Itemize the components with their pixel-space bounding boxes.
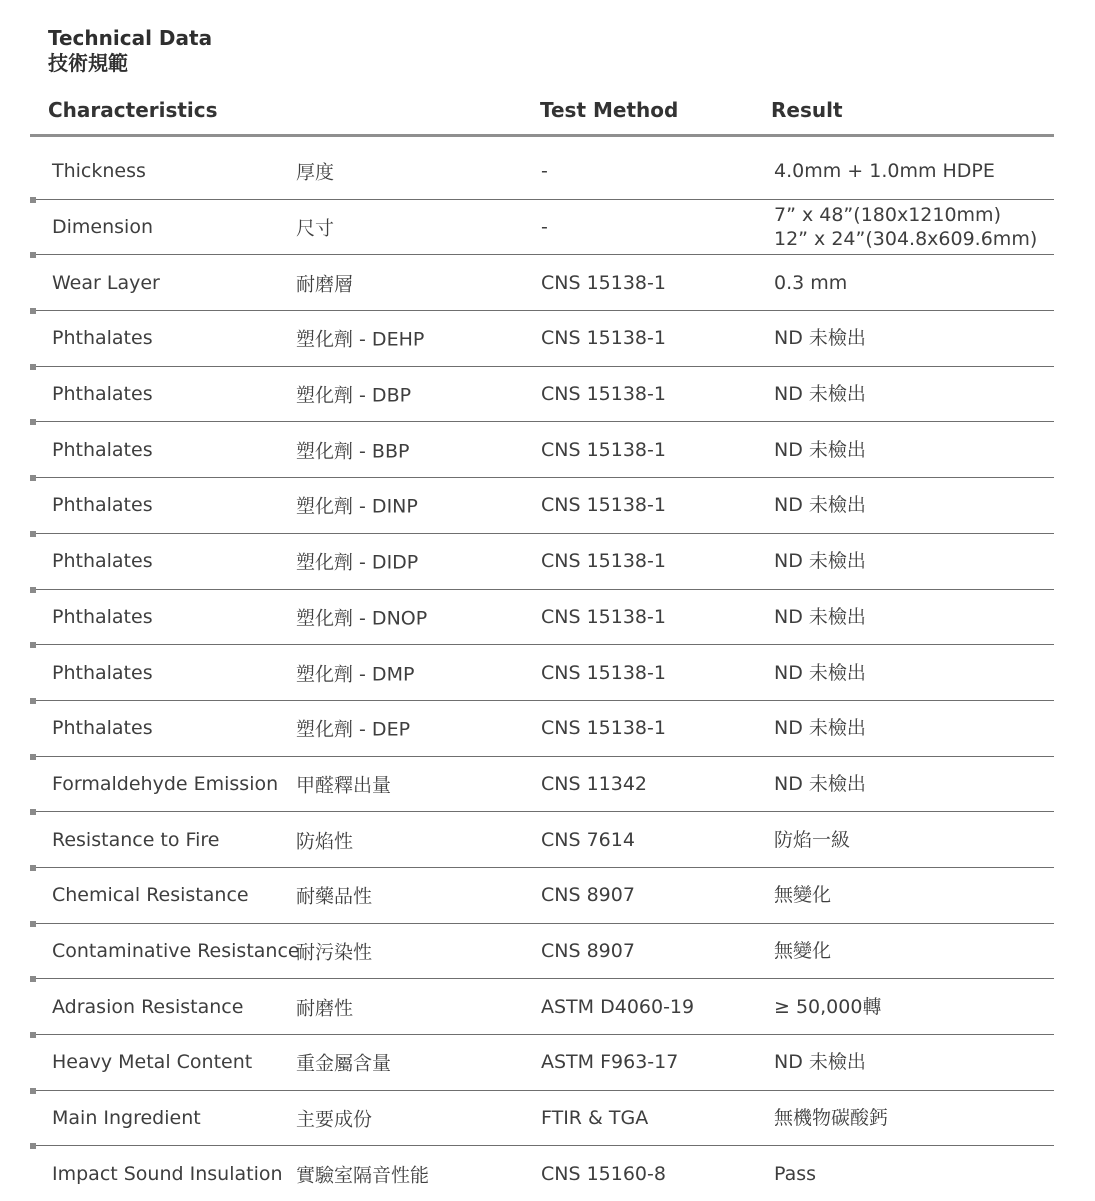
table-row bbox=[30, 1146, 1054, 1201]
characteristic-zh: 塑化劑 - DEHP bbox=[296, 328, 425, 351]
test-method: CNS 15138-1 bbox=[541, 271, 666, 294]
test-method: CNS 8907 bbox=[541, 884, 635, 907]
characteristic-en: Phthalates bbox=[52, 717, 153, 740]
characteristic-en: Dimension bbox=[52, 216, 153, 239]
table-row bbox=[30, 979, 1054, 1035]
characteristic-en: Phthalates bbox=[52, 550, 153, 573]
characteristic-zh: 塑化劑 - DBP bbox=[296, 384, 412, 407]
spec-table bbox=[30, 144, 1054, 1201]
table-row bbox=[30, 924, 1054, 980]
characteristic-zh: 塑化劑 - DMP bbox=[296, 663, 415, 686]
characteristic-zh: 耐磨性 bbox=[296, 997, 354, 1020]
test-method: CNS 15138-1 bbox=[541, 383, 666, 406]
result bbox=[774, 661, 866, 685]
table-row bbox=[30, 868, 1054, 924]
result-line-1: 無機物碳酸鈣 bbox=[774, 1107, 889, 1130]
result-line-1: ND 未檢出 bbox=[774, 438, 866, 461]
test-method: CNS 11342 bbox=[541, 772, 648, 795]
characteristic-zh: 塑化劑 - DEP bbox=[296, 718, 411, 741]
characteristic-zh: 塑化劑 - DIDP bbox=[296, 551, 419, 574]
result-line-1: 4.0mm + 1.0mm HDPE bbox=[774, 160, 995, 183]
header-result: Result bbox=[771, 98, 843, 122]
table-row bbox=[30, 812, 1054, 868]
result-line-1: 0.3 mm bbox=[774, 271, 848, 294]
test-method: - bbox=[541, 160, 548, 183]
result bbox=[774, 203, 1037, 251]
characteristic-en: Heavy Metal Content bbox=[52, 1051, 253, 1074]
result-line-1: 無變化 bbox=[774, 884, 832, 907]
test-method: CNS 15138-1 bbox=[541, 494, 666, 517]
characteristic-zh: 耐污染性 bbox=[296, 941, 373, 964]
title-zh: 技術規範 bbox=[48, 51, 128, 75]
characteristic-en: Phthalates bbox=[52, 383, 153, 406]
table-row bbox=[30, 144, 1054, 200]
test-method: CNS 8907 bbox=[541, 939, 635, 962]
table-header bbox=[30, 92, 1054, 137]
result-line-1: ND 未檢出 bbox=[774, 550, 866, 573]
test-method: ASTM D4060-19 bbox=[541, 995, 695, 1018]
characteristic-zh: 主要成份 bbox=[296, 1108, 373, 1131]
table-row bbox=[30, 478, 1054, 534]
characteristic-en: Adrasion Resistance bbox=[52, 995, 244, 1018]
test-method: CNS 7614 bbox=[541, 828, 635, 851]
test-method: CNS 15138-1 bbox=[541, 550, 666, 573]
result bbox=[774, 159, 995, 183]
table-row bbox=[30, 757, 1054, 813]
result bbox=[774, 1106, 888, 1130]
test-method: CNS 15138-1 bbox=[541, 438, 666, 461]
characteristic-en: Thickness bbox=[52, 160, 146, 183]
characteristic-zh: 重金屬含量 bbox=[296, 1052, 392, 1075]
test-method: CNS 15138-1 bbox=[541, 661, 666, 684]
test-method: - bbox=[541, 216, 548, 239]
characteristic-zh: 塑化劑 - DNOP bbox=[296, 607, 428, 630]
characteristic-en: Impact Sound Insulation bbox=[52, 1162, 283, 1185]
table-row bbox=[30, 200, 1054, 256]
result bbox=[774, 939, 831, 963]
characteristic-en: Formaldehyde Emission bbox=[52, 772, 279, 795]
characteristic-zh: 尺寸 bbox=[296, 217, 335, 240]
result-line-1: ND 未檢出 bbox=[774, 661, 866, 684]
result-line-1: ND 未檢出 bbox=[774, 772, 866, 795]
result bbox=[774, 883, 831, 907]
test-method: CNS 15138-1 bbox=[541, 327, 666, 350]
table-row bbox=[30, 1035, 1054, 1091]
characteristic-zh: 塑化劑 - BBP bbox=[296, 440, 410, 463]
table-row bbox=[30, 645, 1054, 701]
result bbox=[774, 1162, 816, 1186]
characteristic-en: Phthalates bbox=[52, 605, 153, 628]
header-test-method: Test Method bbox=[540, 98, 679, 122]
result-line-2: 12” x 24”(304.8x609.6mm) bbox=[774, 228, 1038, 251]
table-row bbox=[30, 1091, 1054, 1147]
result bbox=[774, 271, 847, 295]
characteristic-en: Contaminative Resistance bbox=[52, 939, 300, 962]
result bbox=[774, 1050, 866, 1074]
test-method: CNS 15138-1 bbox=[541, 605, 666, 628]
characteristic-en: Phthalates bbox=[52, 327, 153, 350]
title-en: Technical Data bbox=[48, 26, 213, 50]
table-row bbox=[30, 367, 1054, 423]
result-line-1: ND 未檢出 bbox=[774, 327, 866, 350]
characteristic-en: Main Ingredient bbox=[52, 1107, 201, 1130]
result bbox=[774, 438, 866, 462]
result-line-1: ND 未檢出 bbox=[774, 383, 866, 406]
characteristic-en: Phthalates bbox=[52, 661, 153, 684]
result bbox=[774, 828, 850, 852]
result-line-1: ND 未檢出 bbox=[774, 494, 866, 517]
result-line-1: ND 未檢出 bbox=[774, 605, 866, 628]
result bbox=[774, 549, 866, 573]
header-characteristics: Characteristics bbox=[48, 98, 218, 122]
result-line-1: 防焰一級 bbox=[774, 828, 851, 851]
characteristic-zh: 甲醛釋出量 bbox=[296, 774, 392, 797]
characteristic-en: Wear Layer bbox=[52, 271, 160, 294]
characteristic-zh: 實驗室隔音性能 bbox=[296, 1164, 430, 1187]
characteristic-zh: 厚度 bbox=[296, 161, 335, 184]
characteristic-zh: 耐磨層 bbox=[296, 273, 354, 296]
test-method: CNS 15138-1 bbox=[541, 717, 666, 740]
result bbox=[774, 326, 866, 350]
table-row bbox=[30, 255, 1054, 311]
result bbox=[774, 605, 866, 629]
characteristic-en: Phthalates bbox=[52, 494, 153, 517]
test-method: FTIR & TGA bbox=[541, 1107, 649, 1130]
table-row bbox=[30, 701, 1054, 757]
table-row bbox=[30, 311, 1054, 367]
result-line-1: ≥ 50,000轉 bbox=[774, 995, 882, 1018]
result bbox=[774, 493, 866, 517]
characteristic-en: Phthalates bbox=[52, 438, 153, 461]
result-line-1: 7” x 48”(180x1210mm) bbox=[774, 204, 1001, 227]
result-line-1: ND 未檢出 bbox=[774, 717, 866, 740]
result bbox=[774, 772, 866, 796]
table-row bbox=[30, 422, 1054, 478]
result bbox=[774, 995, 881, 1019]
characteristic-en: Chemical Resistance bbox=[52, 884, 249, 907]
table-row bbox=[30, 590, 1054, 646]
table-row bbox=[30, 534, 1054, 590]
test-method: CNS 15160-8 bbox=[541, 1162, 666, 1185]
characteristic-zh: 耐藥品性 bbox=[296, 885, 373, 908]
result-line-1: Pass bbox=[774, 1162, 817, 1185]
result-line-1: 無變化 bbox=[774, 939, 832, 962]
result-line-1: ND 未檢出 bbox=[774, 1051, 866, 1074]
characteristic-zh: 防焰性 bbox=[296, 830, 354, 853]
result bbox=[774, 382, 866, 406]
test-method: ASTM F963-17 bbox=[541, 1051, 679, 1074]
page-title bbox=[48, 26, 212, 76]
characteristic-zh: 塑化劑 - DINP bbox=[296, 495, 418, 518]
result bbox=[774, 716, 866, 740]
characteristic-en: Resistance to Fire bbox=[52, 828, 220, 851]
